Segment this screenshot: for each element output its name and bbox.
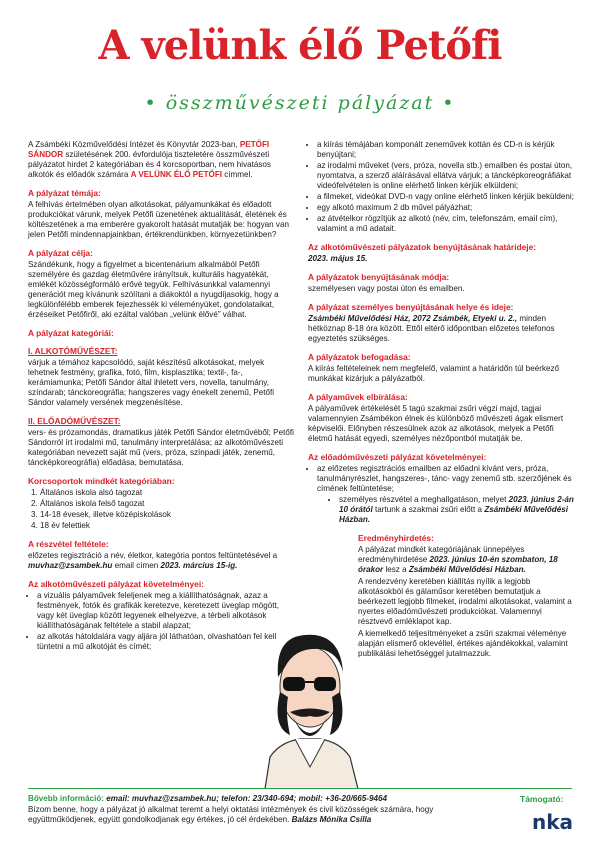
- nka-logo: nka: [532, 810, 574, 834]
- results-text-3: A kiemelkedő teljesítményeket a zsűri szakmai véleménye alapján elismerő oklevéllel, értékes ajándékokkal, valamint publikálási lehetőséggel jutalmazzuk.: [358, 629, 568, 658]
- intro-paragraph: A Zsámbéki Közművelődési Intézet és Könyvtár 2023-ban, PETŐFI SÁNDOR születésének 200. évfordulója tiszteletére összművészeti pályázatot hirdet 2 kategóriában és 4 korcsoportban, nem hivatásos alkotók és előadók számára A VELÜNK ÉLŐ PETŐFI címmel.: [28, 140, 271, 179]
- list-item: 3. 14-18 évesek, illetve középiskolások: [40, 510, 296, 520]
- age-groups-list: [28, 488, 296, 531]
- categories-heading: A pályázat kategóriái:: [28, 328, 114, 338]
- left-column: [28, 140, 296, 653]
- topic-text: A felhívás értelmében olyan alkotásokat, pályamunkákat és előadott produkciókat várunk, melyek Petőfi üzenetének aktualitását, életének és költészetének a ma emberére gyakorolt hatását mutatják be: hogyan van jelen Petőfi mindennapjainkban, értékrendünkben, környezetünkben?: [28, 200, 289, 239]
- category-2-text: vers- és prózamondás, dramatikus játék Petőfi Sándor életművéből; Petőfi Sándorról írt irodalmi mű, tanulmány interpretálása; az alkotóművészeti kategóriában nevezett saját mű (vers, próza, színpadi játék, zenemű, táncképkoreográfia) előadása, bemutatása.: [28, 428, 294, 467]
- footer-text: Bízom benne, hogy a pályázat jó alkalmat teremt a helyi oktatási intézmények és civil közösségek számára, hogy együttműködjenek, együtt gondolkodjanak egy értékes, jó cél érdekében. Balázs Mónika Csilla: [28, 804, 434, 824]
- list-item: 1. Általános iskola alsó tagozat: [40, 488, 296, 498]
- list-item: • a kiírás témájában komponált zeneművek kottán és CD-n is kérjük benyújtani;: [317, 140, 574, 160]
- list-item: • az alkotás hátoldalára vagy aljára jól láthatóan, olvashatóan fel kell tüntetni a mű alkotóját és címét;: [37, 632, 296, 652]
- results-text-2: A rendezvény keretében kiállítás nyílik a legjobb alkotásokból és gálaműsor keretében bemutatjuk a beérkezett legjobb filmeket, irodalmi alkotásokat, valamint a nyertes előadóművészeti produkciókat. Valamennyi résztvevő emléklapot kap.: [358, 577, 572, 626]
- judging-text: A pályaművek értékelését 5 tagú szakmai zsűri végzi majd, tagjai valamennyien Zsámbékon élnek és különböző művészeti ágak elismert képviselői. Előnyben részesülnek azok az alkotások, melyek a Petőfi életmű hatását egyedi, személyes nézőpontból mutatják be.: [308, 404, 564, 443]
- footer-divider: [28, 788, 572, 789]
- requirements-heading: Az alkotóművészeti pályázat követelményei:: [28, 579, 204, 589]
- place-text: Zsámbéki Művelődési Ház, 2072 Zsámbék, Etyeki u. 2., minden hétköznap 8-18 óra között. Ettől eltérő időpontban előzetes telefonos egyeztetés szükséges.: [308, 314, 555, 343]
- page-subtitle: • összművészeti pályázat •: [144, 92, 456, 114]
- list-item: • a filmeket, videókat DVD-n vagy online elérhető linken kérjük beküldeni;: [317, 192, 574, 202]
- performance-list: [308, 464, 574, 525]
- list-item: 4. 18 év felettiek: [40, 521, 296, 531]
- acceptance-text: A kiírás feltételeinek nem megfelelő, valamint a határidőn túl beérkező munkákat kizárjuk a pályázatból.: [308, 364, 560, 383]
- deadline-heading: Az alkotóművészeti pályázatok benyújtásának határideje:: [308, 242, 537, 252]
- footer: [28, 794, 468, 826]
- footer-contact: Bővebb információ: email: muvhaz@zsambek.hu; telefon: 23/340-694; mobil: +36-20/665-9464: [28, 794, 387, 803]
- results-heading: Eredményhirdetés:: [358, 533, 434, 543]
- list-item: • az előzetes regisztrációs emailben az előadni kívánt vers, próza, tanulmányrészlet, hangszeres-, tánc- vagy zenemű stb. szerzőjének és címének feltüntetése;: [317, 464, 574, 494]
- judging-heading: A pályaművek elbírálása:: [308, 392, 408, 402]
- category-2-heading: II. ELŐADÓMŰVÉSZET:: [28, 416, 121, 426]
- method-text: személyesen vagy postai úton és emailben.: [308, 284, 465, 293]
- sponsor-label: Támogató:: [520, 794, 564, 804]
- category-1-text: várjuk a témához kapcsolódó, saját készítésű alkotásokat, melyek lehetnek festmény, grafika, fotó, film, kisplasztika; textil-, fa-, kerámiamunka; Petőfi Sándor által ihletett vers, novella, tanulmány, színdarab; tánckoreográfia; hangszeres vagy énekelt zenemű, Petőfi Sándor valamely versének megzenésítése.: [28, 358, 275, 407]
- list-item: • a vizuális pályaművek feleljenek meg a kiállíthatóságnak, azaz a festmények, fotók és grafikák keretezve, keretezett üveglap mögött, vagy két üveglap között legyenek elhelyezve, a térbeli alkotások kiállíthatóságának feltétele a stabil alapzat;: [37, 591, 296, 631]
- results-text-1: A pályázat mindkét kategóriájának ünnepélyes eredményhirdetése 2023. június 10-én szombaton, 18 órakor lesz a Zsámbéki Művelődési Házban.: [358, 545, 558, 574]
- goal-heading: A pályázat célja:: [28, 248, 93, 258]
- topic-heading: A pályázat témája:: [28, 188, 101, 198]
- goal-text: Szándékunk, hogy a figyelmet a bicentenárium alkalmából Petőfi személyére és gazdag életművére irányítsuk, kulturális hagyatékát, emlékét közösségformáló erővé tegyük. Felhívásunkkal valamennyi generációt meg kívánunk szólítani a diákoktól a nyugdíjasokig, hogy a legkülönfélébb emberek fejezhessék ki véleményüket, gondolataikat, érzéseiket Petőfiről, aki ezáltal valóban „velünk élővé” válhat.: [28, 260, 279, 319]
- age-groups-heading: Korcsoportok mindkét kategóriában:: [28, 476, 175, 486]
- results-block: [358, 533, 574, 659]
- method-heading: A pályázatok benyújtásának módja:: [308, 272, 450, 282]
- place-heading: A pályázat személyes benyújtásának helye és ideje:: [308, 302, 514, 312]
- list-item: 2. Általános iskola felső tagozat: [40, 499, 296, 509]
- requirements-list-right: [308, 140, 574, 234]
- list-item: • egy alkotó maximum 2 db művel pályázhat;: [317, 203, 574, 213]
- right-column: [308, 140, 574, 661]
- deadline-text: 2023. május 15.: [308, 254, 368, 263]
- list-item: • személyes részvétel a meghallgatáson, melyet 2023. június 2-án 10 órától tartunk a szakmai zsűri előtt a Zsámbéki Művelődési Házban.: [339, 495, 574, 525]
- list-item: • az irodalmi műveket (vers, próza, novella stb.) emailben és postai úton, nyomtatva, a szerző aláírásával ellátva várjuk; a táncképkoreográfiákat videófelvételen is online elérhető linken kérjük elküldeni;: [317, 161, 574, 191]
- page-title: A velünk élő Petőfi: [98, 22, 502, 69]
- petofi-portrait-illustration: [250, 617, 370, 789]
- performance-heading: Az előadóművészeti pályázat követelményei:: [308, 452, 487, 462]
- acceptance-heading: A pályázatok befogadása:: [308, 352, 411, 362]
- category-1-heading: I. ALKOTÓMŰVÉSZET:: [28, 346, 118, 356]
- list-item: • az átvételkor rögzítjük az alkotó (név, cím, telefonszám, email cím), valamint a mű adatait.: [317, 214, 574, 234]
- conditions-text: előzetes regisztráció a név, életkor, kategória pontos feltüntetésével a muvhaz@zsambek.hu email címen 2023. március 15-ig.: [28, 551, 278, 570]
- conditions-heading: A részvétel feltétele:: [28, 539, 109, 549]
